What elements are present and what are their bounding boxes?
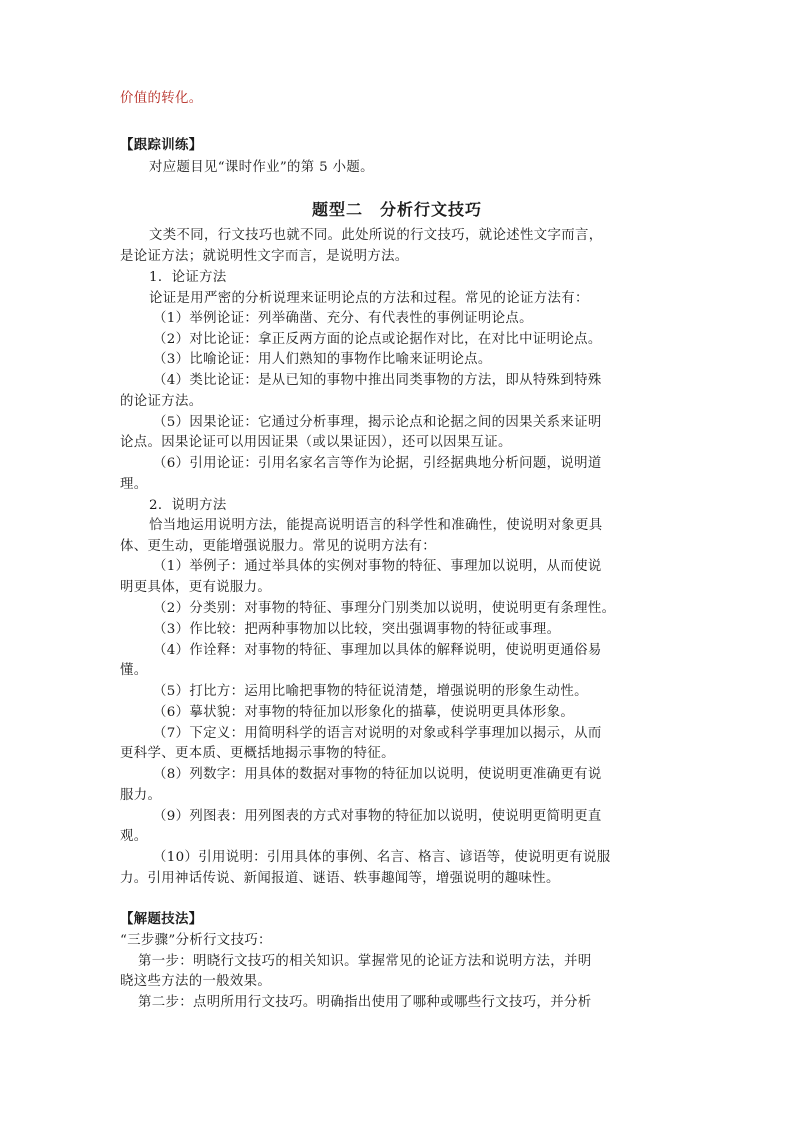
method-line: 晓这些方法的一般效果。 (120, 974, 272, 989)
explanation-line: 明更具体，更有说服力。 (120, 580, 272, 595)
explanation-lead: 体、更生动，更能增强说服力。常见的说明方法有： (120, 539, 437, 554)
explanation-line: （9）列图表：用列图表的方式对事物的特征加以说明，使说明更简明更直 (153, 809, 602, 824)
intro-line: 是论证方法；就说明性文字而言，是说明方法。 (120, 249, 409, 264)
explanation-line: （3）作比较：把两种事物加以比较，突出强调事物的特征或事理。 (153, 622, 561, 637)
continued-fragment: 价值的转化。 (120, 91, 203, 106)
argument-line: （4）类比论证：是从已知的事物中推出同类事物的方法，即从特殊到特殊 (153, 373, 602, 388)
explanation-line: （6）摹状貌：对事物的特征加以形象化的描摹，使说明更具体形象。 (153, 705, 575, 720)
argument-line: （2）对比论证：拿正反两方面的论点或论据作对比，在对比中证明论点。 (153, 332, 602, 347)
argument-heading: 1．论证方法 (149, 270, 227, 285)
explanation-line: 服力。 (120, 788, 162, 803)
explanation-line: （10）引用说明：引用具体的事例、名言、格言、谚语等，使说明更有说服 (153, 850, 611, 865)
explanation-line: 更科学、更本质、更概括地揭示事物的特征。 (120, 746, 395, 761)
argument-line: （5）因果论证：它通过分析事理，揭示论点和论据之间的因果关系来证明 (153, 415, 602, 430)
argument-line: （6）引用论证：引用名家名言等作为论据，引经据典地分析问题，说明道 (153, 456, 602, 471)
explanation-line: （7）下定义：用简明科学的语言对说明的对象或科学事理加以揭示，从而 (153, 726, 602, 741)
explanation-line: （1）举例子：通过举具体的实例对事物的特征、事理加以说明，从而使说 (153, 559, 602, 574)
argument-line: （3）比喻论证：用人们熟知的事物作比喻来证明论点。 (153, 352, 492, 367)
argument-line: 的论证方法。 (120, 394, 203, 409)
explanation-line: （4）作诠释：对事物的特征、事理加以具体的解释说明，使说明更通俗易 (153, 643, 602, 658)
explanation-line: （5）打比方：运用比喻把事物的特征说清楚，增强说明的形象生动性。 (153, 684, 588, 699)
argument-line: （1）举例论证：列举确凿、充分、有代表性的事例证明论点。 (153, 311, 533, 326)
explanation-line: （2）分类别：对事物的特征、事理分门别类加以说明，使说明更有条理性。 (153, 601, 616, 616)
explanation-line: （8）列数字：用具体的数据对事物的特征加以说明，使说明更准确更有说 (153, 767, 602, 782)
method-line: 第二步：点明所用行文技巧。明确指出使用了哪种或哪些行文技巧，并分析 (138, 995, 592, 1010)
section-title: 题型二 分析行文技巧 (311, 200, 482, 219)
explanation-line: 观。 (120, 829, 148, 844)
tracking-heading: 【跟踪训练】 (120, 137, 203, 153)
argument-line: 理。 (120, 477, 148, 492)
argument-lead: 论证是用严密的分析说理来证明论点的方法和过程。常见的论证方法有： (149, 291, 589, 306)
method-line: 第一步：明晓行文技巧的相关知识。掌握常见的论证方法和说明方法，并明 (138, 954, 592, 969)
explanation-lead: 恰当地运用说明方法，能提高说明语言的科学性和准确性，使说明对象更具 (149, 518, 603, 533)
explanation-heading: 2．说明方法 (149, 498, 227, 513)
method-lead: “三步骤”分析行文技巧： (120, 933, 272, 948)
intro-line: 文类不同，行文技巧也就不同。此处所说的行文技巧，就论述性文字而言， (149, 228, 603, 243)
explanation-line: 懂。 (120, 663, 148, 678)
method-heading: 【解题技法】 (120, 911, 203, 927)
argument-line: 论点。因果论证可以用因证果（或以果证因），还可以因果互证。 (120, 435, 512, 450)
tracking-text: 对应题目见“课时作业”的第 5 小题。 (149, 160, 374, 175)
explanation-line: 力。引用神话传说、新闻报道、谜语、轶事趣闻等，增强说明的趣味性。 (120, 871, 560, 886)
